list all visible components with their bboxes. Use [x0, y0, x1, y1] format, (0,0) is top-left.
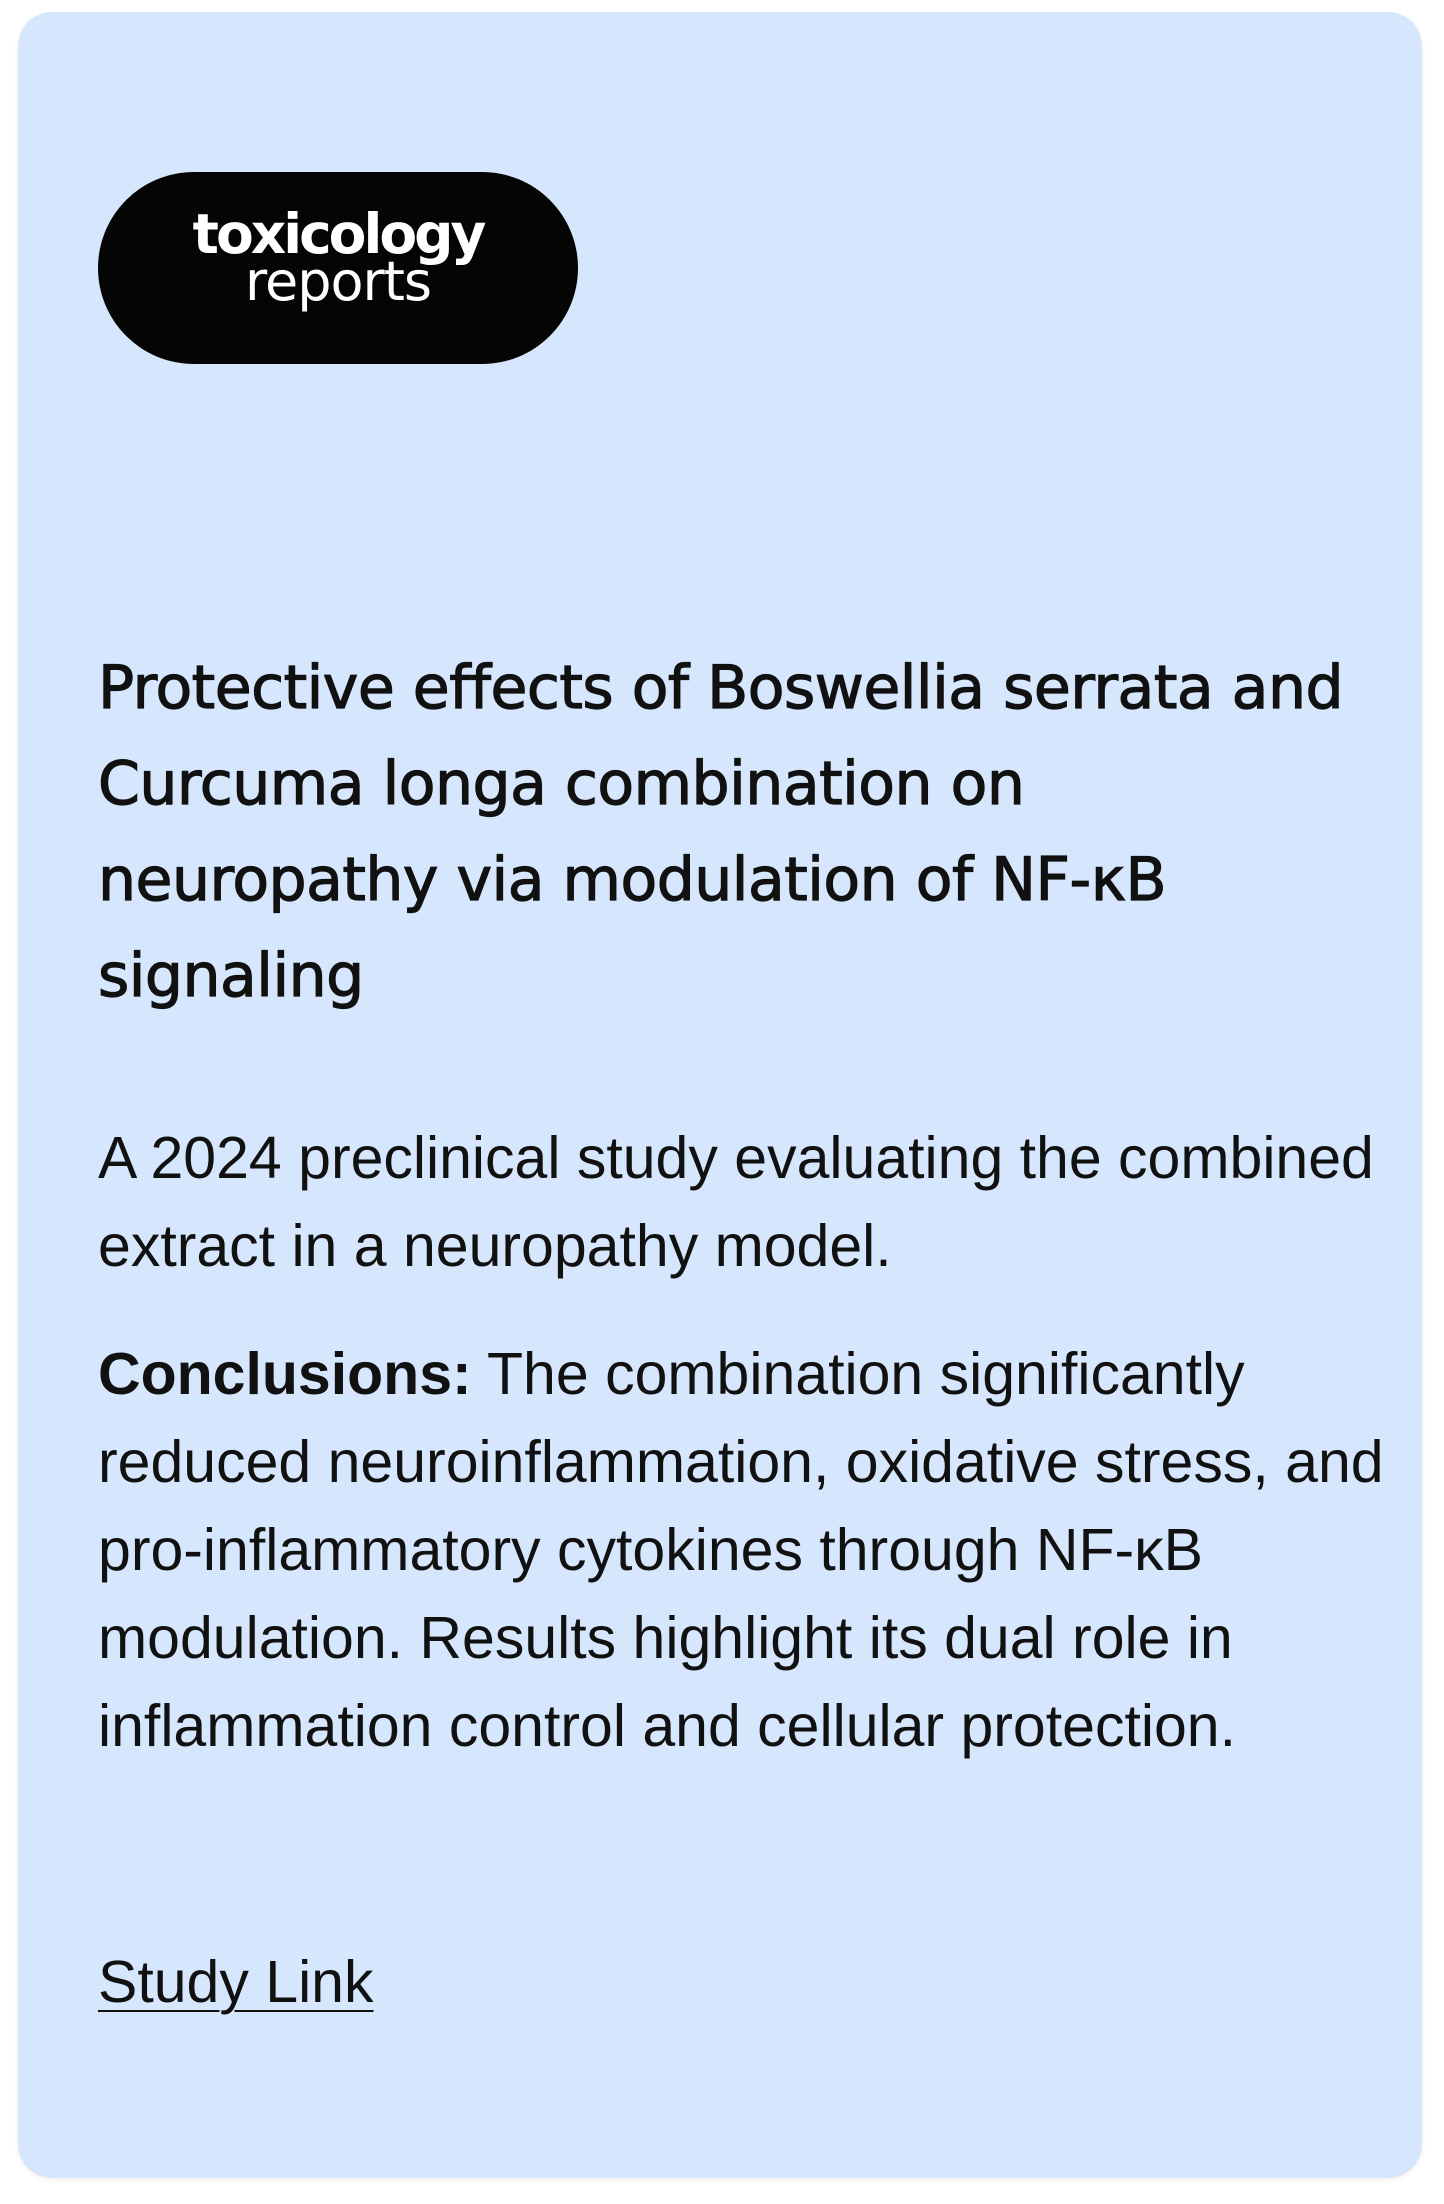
conclusions-label: Conclusions: — [98, 1341, 472, 1407]
study-title: Protective effects of Boswellia serrata and Curcuma longa combination on neuropathy via modulation of NF-κB signaling — [98, 653, 1344, 1011]
study-summary: A 2024 preclinical study evaluating the combined extract in a neuropathy model. — [98, 1125, 1374, 1279]
journal-logo — [98, 172, 578, 364]
journal-logo-line1: toxicology — [192, 202, 484, 266]
study-conclusions — [98, 1330, 1388, 1770]
study-link[interactable]: Study Link — [98, 1949, 374, 2015]
journal-logo-line2: reports — [244, 250, 432, 313]
study-card — [18, 12, 1422, 2178]
conclusions-text: The combination significantly reduced neuroinflammation, oxidative stress, and pro-inflammatory cytokines through NF-κB modulation. Results highlight its dual role in inflammation control and cellular protection. — [98, 1341, 1384, 1759]
